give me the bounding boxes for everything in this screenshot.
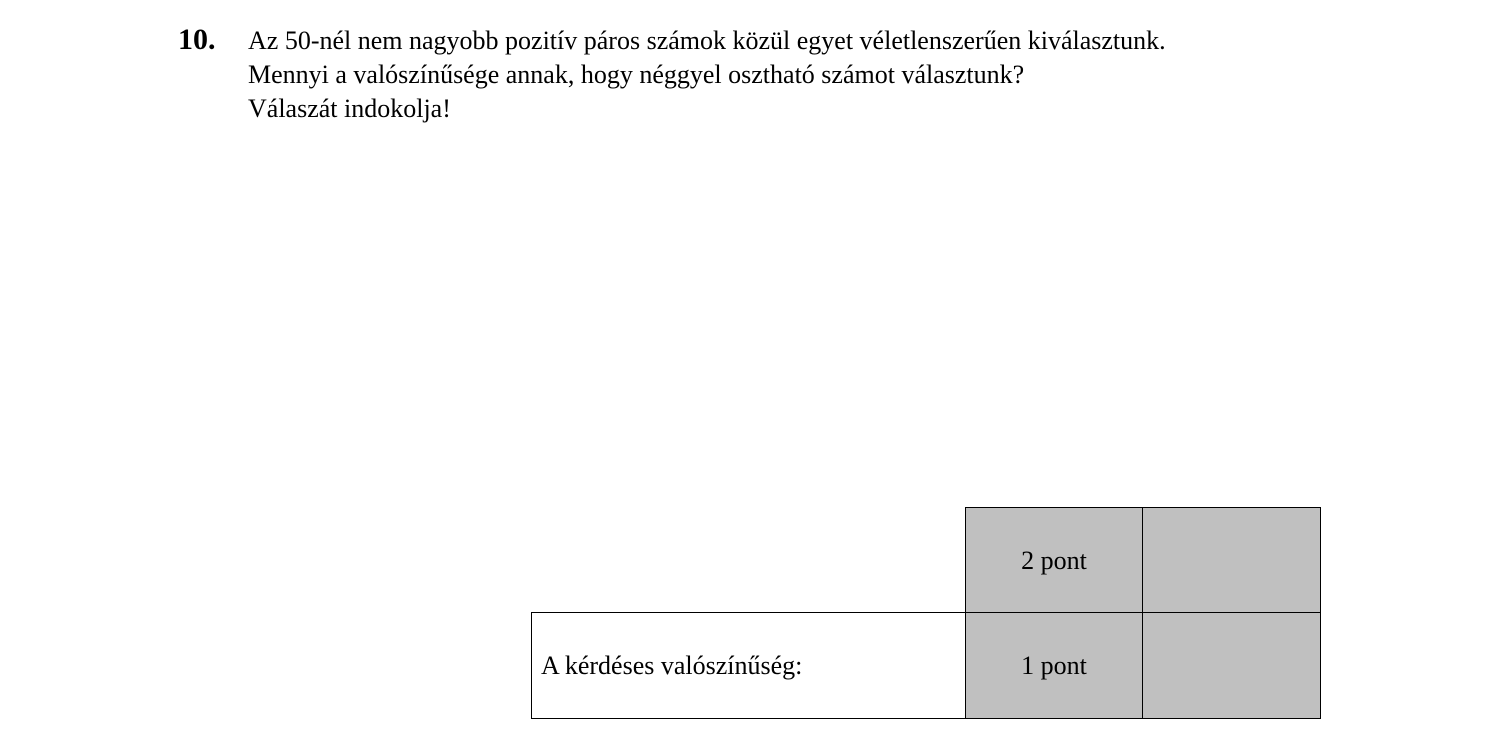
score-row-2-points-label: 1 pont [1021, 650, 1087, 680]
answer-label-cell[interactable] [531, 612, 966, 719]
score-row-1-points-label: 2 pont [1021, 545, 1087, 575]
score-row-2-points [965, 612, 1143, 719]
problem-number: 10. [178, 23, 216, 56]
score-row-1-awarded[interactable] [1142, 507, 1321, 614]
problem-line-1: Az 50-nél nem nagyobb pozitív páros számok közül egyet véletlenszerűen kiválasztunk. [248, 26, 1166, 55]
problem-line-3: Válaszát indokolja! [248, 94, 451, 123]
score-row-2-awarded[interactable] [1142, 612, 1321, 719]
problem-line-2: Mennyi a valószínűsége annak, hogy néggyel osztható számot választunk? [248, 60, 1025, 89]
score-row-1-points [965, 507, 1143, 614]
problem-text [248, 24, 1166, 126]
answer-label: A kérdéses valószínűség: [541, 650, 803, 680]
